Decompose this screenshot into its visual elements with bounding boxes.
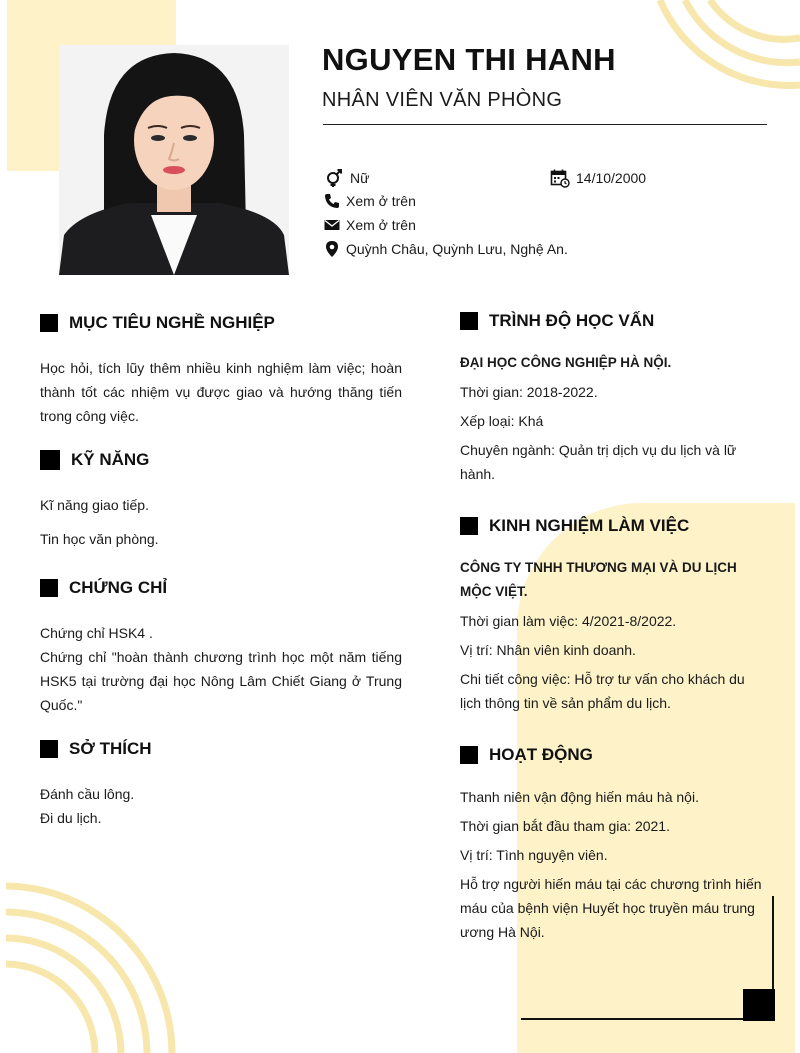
- gender-icon: [324, 168, 344, 188]
- contact-email: [324, 216, 416, 234]
- section-objective-title: MỤC TIÊU NGHỀ NGHIỆP: [69, 313, 275, 332]
- contact-email-text: Xem ở trên: [346, 217, 416, 233]
- heading-marker: [40, 740, 58, 758]
- section-skills-heading: [40, 450, 149, 470]
- candidate-name: NGUYEN THI HANH: [322, 42, 616, 77]
- education-school: ĐẠI HỌC CÔNG NGHIỆP HÀ NỘI.: [460, 355, 672, 370]
- heading-marker: [40, 579, 58, 597]
- decor-square: [743, 989, 775, 1021]
- skill-item: Tin học văn phòng.: [40, 531, 159, 547]
- hobby-item: Đánh cầu lông.: [40, 786, 135, 802]
- certificate-item: Chứng chỉ "hoàn thành chương trình học một năm tiếng HSK5 tại trường đại học Nông Lâm Chiết Giang ở Trung Quốc.": [40, 649, 402, 713]
- activity-start: Thời gian bắt đầu tham gia: 2021.: [460, 818, 670, 834]
- email-icon: [324, 216, 340, 234]
- location-pin-icon: [324, 240, 340, 258]
- section-activities-heading: [460, 745, 593, 765]
- profile-photo: [59, 45, 289, 275]
- decor-arcs-bottom-left: [0, 878, 180, 1053]
- certificate-item: Chứng chỉ HSK4 .: [40, 625, 153, 641]
- contact-phone-text: Xem ở trên: [346, 193, 416, 209]
- contact-gender: [324, 168, 369, 188]
- hobby-item: Đi du lịch.: [40, 810, 102, 826]
- section-objective-heading: [40, 313, 275, 333]
- activity-position: Vị trí: Tình nguyện viên.: [460, 847, 608, 863]
- experience-company: CÔNG TY TNHH THƯƠNG MẠI VÀ DU LỊCH MỘC VIỆT.: [460, 560, 737, 599]
- experience-time: Thời gian làm việc: 4/2021-8/2022.: [460, 613, 677, 629]
- activity-details: Hỗ trợ người hiến máu tại các chương trình hiến máu của bệnh viện Huyết học truyền máu trung ương Hà Nội.: [460, 876, 762, 940]
- contact-phone: [324, 192, 416, 210]
- candidate-role: NHÂN VIÊN VĂN PHÒNG: [322, 89, 563, 111]
- heading-marker: [460, 312, 478, 330]
- section-experience-title: KINH NGHIỆM LÀM VIỆC: [489, 516, 690, 535]
- education-time: Thời gian: 2018-2022.: [460, 384, 598, 400]
- skill-item: Kĩ năng giao tiếp.: [40, 497, 149, 513]
- section-activities-title: HOẠT ĐỘNG: [489, 745, 593, 764]
- education-major: Chuyên ngành: Quản trị dịch vụ du lịch và lữ hành.: [460, 442, 737, 482]
- section-experience-heading: [460, 516, 689, 536]
- activity-org: Thanh niên vận động hiến máu hà nội.: [460, 789, 699, 805]
- heading-marker: [460, 517, 478, 535]
- phone-icon: [324, 192, 340, 210]
- experience-position: Vị trí: Nhân viên kinh doanh.: [460, 642, 636, 658]
- contact-address-text: Quỳnh Châu, Quỳnh Lưu, Nghệ An.: [346, 241, 568, 257]
- section-hobbies-title: SỞ THÍCH: [69, 739, 152, 758]
- contact-gender-text: Nữ: [350, 170, 370, 186]
- calendar-icon: [550, 168, 570, 188]
- objective-text: Học hỏi, tích lũy thêm nhiều kinh nghiệm làm việc; hoàn thành tốt các nhiệm vụ được giao và hướng thăng tiến trong công việc.: [40, 360, 402, 424]
- heading-marker: [40, 450, 60, 470]
- education-grade: Xếp loại: Khá: [460, 413, 544, 429]
- section-hobbies-heading: [40, 739, 152, 759]
- section-skills-title: KỸ NĂNG: [71, 450, 150, 469]
- section-certificates-heading: [40, 578, 167, 598]
- contact-dob: [550, 168, 646, 188]
- section-education-heading: [460, 311, 654, 331]
- section-certificates-title: CHỨNG CHỈ: [69, 578, 168, 597]
- experience-details: Chi tiết công việc: Hỗ trợ tư vấn cho khách du lịch thông tin về sản phẩm du lịch.: [460, 671, 745, 711]
- decor-arcs-top-right: [640, 0, 800, 95]
- section-education-title: TRÌNH ĐỘ HỌC VẤN: [489, 311, 655, 330]
- contact-dob-text: 14/10/2000: [576, 170, 647, 186]
- heading-marker: [460, 746, 478, 764]
- heading-marker: [40, 314, 58, 332]
- header-divider: [323, 124, 767, 125]
- contact-address: [324, 240, 568, 258]
- decor-line-horizontal: [521, 1018, 774, 1020]
